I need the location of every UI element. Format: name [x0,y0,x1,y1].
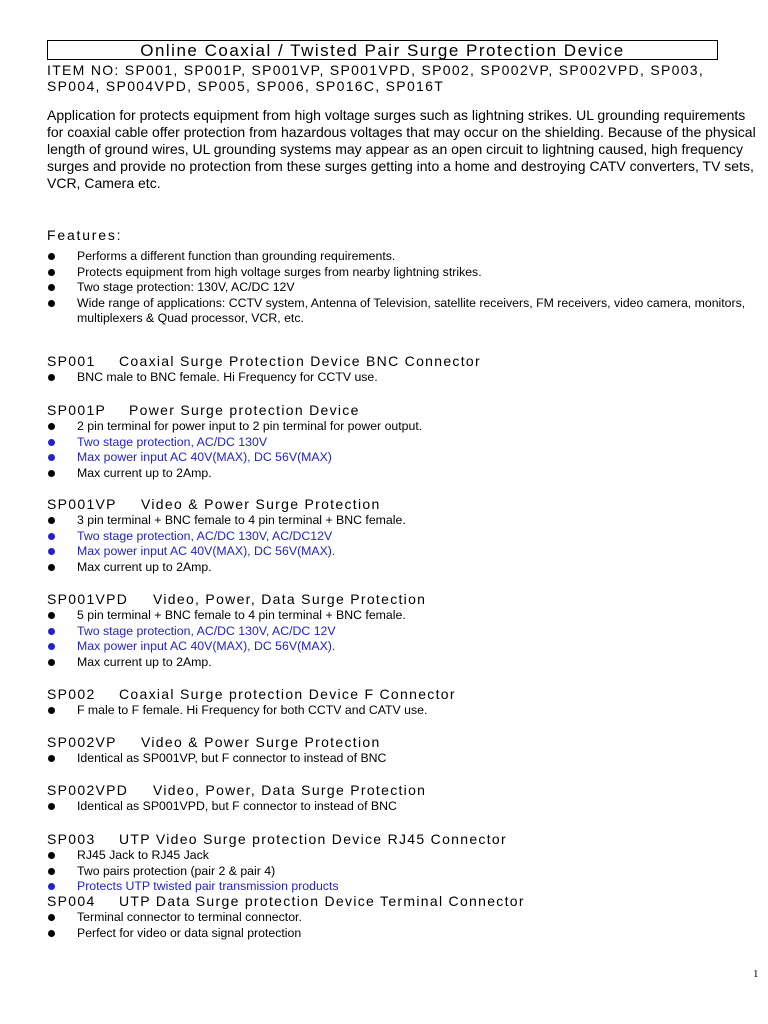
product-heading-sp001vp [47,496,381,512]
product-name: Video, Power, Data Surge Protection [153,591,427,607]
product-name: UTP Data Surge protection Device Terminal Connector [119,893,525,909]
product-spec-list [47,848,762,895]
bullet-icon [48,868,55,875]
bullet-icon [48,423,55,430]
list-item: Max current up to 2Amp. [47,655,762,671]
product-code: SP001VPD [47,591,129,607]
product-heading-sp001 [47,353,481,369]
product-name: Coaxial Surge protection Device F Connector [119,686,456,702]
product-name: UTP Video Surge protection Device RJ45 Connector [119,831,507,847]
bullet-icon [48,470,55,477]
list-item: 2 pin terminal for power input to 2 pin terminal for power output. [47,419,762,435]
list-item: Two stage protection, AC/DC 130V [47,435,762,451]
bullet-icon [48,914,55,921]
product-code: SP004 [47,893,96,909]
product-heading-sp002vp [47,734,381,750]
product-code: SP002 [47,686,96,702]
product-code: SP001 [47,353,96,369]
bullet-icon [48,269,55,276]
bullet-icon [48,517,55,524]
product-code: SP001P [47,402,107,418]
list-item: Max power input AC 40V(MAX), DC 56V(MAX) [47,450,762,466]
list-item: 5 pin terminal + BNC female to 4 pin terminal + BNC female. [47,608,762,624]
product-spec-list [47,751,762,767]
list-item: Two stage protection, AC/DC 130V, AC/DC12V [47,529,762,545]
bullet-icon [48,659,55,666]
list-item: F male to F female. Hi Frequency for both CCTV and CATV use. [47,703,762,719]
list-item: RJ45 Jack to RJ45 Jack [47,848,762,864]
list-item: Perfect for video or data signal protection [47,926,762,942]
list-item: Identical as SP001VP, but F connector to instead of BNC [47,751,762,767]
product-name: Video & Power Surge Protection [141,496,381,512]
list-item: Max power input AC 40V(MAX), DC 56V(MAX). [47,639,762,655]
product-spec-list [47,608,762,670]
list-item: Wide range of applications: CCTV system, Antenna of Television, satellite receivers, FM receivers, video camera, monitors, multiplexers & Quad processor, VCR, etc. [47,296,762,327]
bullet-icon [48,930,55,937]
bullet-icon [48,533,55,540]
bullet-icon [48,374,55,381]
product-code: SP001VP [47,496,117,512]
list-item: Protects UTP twisted pair transmission products [47,879,762,895]
bullet-icon [48,284,55,291]
bullet-icon [48,707,55,714]
intro-paragraph: Application for protects equipment from high voltage surges such as lightning strikes. UL grounding requirements for coaxial cable offer protection from hazardous voltages that may occur on the shielding. Because of the physical length of ground wires, UL grounding systems may appear as an open circuit to lightning caused, high frequency surges and provide no protection from these surges getting into a home and destroying CATV converters, TV sets, VCR, Camera etc. [47,107,756,191]
list-item: Max current up to 2Amp. [47,466,762,482]
product-spec-list [47,799,762,815]
product-code: SP002VPD [47,782,129,798]
product-name: Power Surge protection Device [129,402,360,418]
list-item: BNC male to BNC female. Hi Frequency for CCTV use. [47,370,762,386]
list-item: Max current up to 2Amp. [47,560,762,576]
product-heading-sp003 [47,831,507,847]
product-name: Video & Power Surge Protection [141,734,381,750]
bullet-icon [48,803,55,810]
list-item: Performs a different function than grounding requirements. [47,249,762,265]
product-code: SP002VP [47,734,117,750]
features-heading: Features: [47,227,123,243]
bullet-icon [48,628,55,635]
product-code: SP003 [47,831,96,847]
bullet-icon [48,439,55,446]
list-item: Terminal connector to terminal connector. [47,910,762,926]
product-heading-sp002 [47,686,456,702]
product-heading-sp004 [47,893,525,909]
bullet-icon [48,564,55,571]
item-numbers: ITEM NO: SP001, SP001P, SP001VP, SP001VPD, SP002, SP002VP, SP002VPD, SP003, SP004, SP004VPD, SP005, SP006, SP016C, SP016T [47,62,705,94]
list-item: Two pairs protection (pair 2 & pair 4) [47,864,762,880]
bullet-icon [48,548,55,555]
product-spec-list [47,370,762,386]
product-name: Video, Power, Data Surge Protection [153,782,427,798]
page-number: 1 [753,968,759,980]
product-spec-list [47,513,762,575]
bullet-icon [48,300,55,307]
product-spec-list [47,910,762,941]
bullet-icon [48,852,55,859]
features-list [47,249,762,327]
list-item: Protects equipment from high voltage surges from nearby lightning strikes. [47,265,762,281]
list-item: Two stage protection: 130V, AC/DC 12V [47,280,762,296]
product-spec-list [47,703,762,719]
bullet-icon [48,883,55,890]
product-heading-sp001p [47,402,360,418]
product-spec-list [47,419,762,481]
product-heading-sp001vpd [47,591,426,607]
list-item: Max power input AC 40V(MAX), DC 56V(MAX). [47,544,762,560]
page-title: Online Coaxial / Twisted Pair Surge Protection Device [47,40,718,60]
bullet-icon [48,253,55,260]
list-item: 3 pin terminal + BNC female to 4 pin terminal + BNC female. [47,513,762,529]
bullet-icon [48,612,55,619]
product-name: Coaxial Surge Protection Device BNC Connector [119,353,481,369]
bullet-icon [48,643,55,650]
list-item: Identical as SP001VPD, but F connector to instead of BNC [47,799,762,815]
bullet-icon [48,454,55,461]
product-heading-sp002vpd [47,782,426,798]
bullet-icon [48,755,55,762]
list-item: Two stage protection, AC/DC 130V, AC/DC 12V [47,624,762,640]
